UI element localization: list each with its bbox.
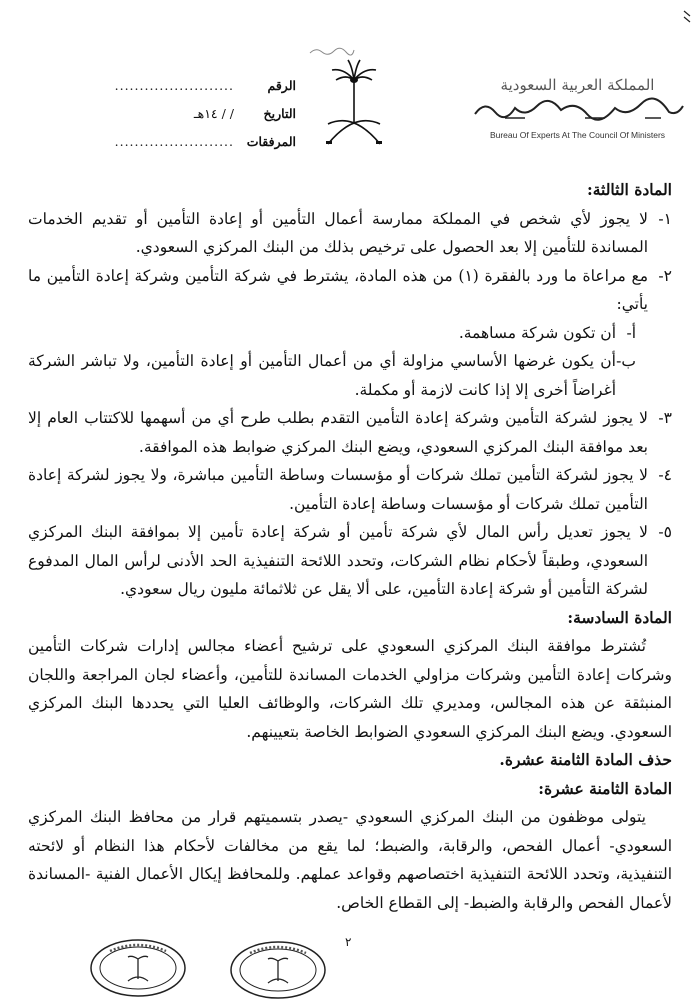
subitem-letter: ب- (616, 352, 636, 370)
item-text: لا يجوز لأي شخص في المملكة ممارسة أعمال التأمين أو إعادة التأمين أو تقديم الخدمات المساندة للتأمين إلا بعد الحصول على ترخيص بذلك من البنك المركزي السعودي. (28, 209, 648, 256)
subitem-text: أن يكون غرضها الأساسي مزاولة أي من أعمال التأمين أو إعادة التأمين، ولا تباشر الشركة أغراضاً أخرى إلا إذا كانت لازمة أو مكملة. (28, 352, 616, 399)
article-3-item-2 (28, 262, 672, 319)
article-3-item-5 (28, 518, 672, 604)
item-text: لا يجوز لشركة التأمين تملك شركات أو مؤسسات وساطة التأمين مباشرة، ولا يجوز لشركة إعادة التأمين تملك شركات أو مؤسسات وساطة إعادة التأمين. (28, 466, 648, 513)
reference-number-row (96, 78, 296, 106)
attachments-row (96, 134, 296, 162)
article-3-item-3 (28, 404, 672, 461)
attachments-value: ........................ (114, 134, 234, 149)
attachments-label: المرفقات (246, 134, 296, 149)
reference-number-label: الرقم (267, 78, 296, 93)
article-18-text: يتولى موظفون من البنك المركزي السعودي -يصدر بتسميتهم قرار من محافظ البنك المركزي السعودي- أعمال الفحص، والرقابة، والضبط؛ لما يقع من مخالفات لأحكام هذا النظام أو لائحته التنفيذية، وتحدد اللائحة التنفيذية اختصاصهم وقواعد عملهم. وللمحافظ إيكال الأعمال الفنية -المساندة لأعمال الفحص والرقابة والضبط- إلى القطاع الخاص. (28, 808, 672, 912)
item-text: لا يجوز لشركة التأمين وشركة إعادة التأمين التقدم بطلب طرح أي من أسهمها للاكتتاب العام إلا بعد موافقة البنك المركزي السعودي، ويضع البنك المركزي ضوابط هذه الموافقة. (28, 409, 648, 456)
organization-name-english: Bureau Of Experts At The Council Of Ministers (489, 130, 666, 140)
organization-block (465, 76, 690, 140)
item-number: ٣- (658, 409, 672, 427)
official-stamp-right-icon (228, 939, 328, 1001)
item-number: ٥- (658, 523, 672, 541)
item-number: ١- (658, 209, 672, 228)
item-number: ٤- (658, 466, 672, 484)
subitem-text: أن تكون شركة مساهمة. (458, 323, 616, 342)
article-6-title: المادة السادسة: (567, 607, 672, 627)
organization-name-arabic: المملكة العربية السعودية (500, 76, 655, 94)
calligraphy-logo-icon (465, 96, 690, 122)
article-6-text: تُشترط موافقة البنك المركزي السعودي على ترشيح أعضاء مجالس إدارات شركات التأمين وشركات إعادة التأمين وشركات مزاولي الخدمات المساندة للتأمين، وأعضاء لجان المراجعة واللجان المنبثقة عن هذه المجالس، ومديري تلك الشركات، والوظائف العليا التي يحددها البنك المركزي السعودي. ويضع البنك المركزي السعودي الضوابط الخاصة بتعيينهم. (28, 637, 672, 741)
article-3-item-1 (28, 205, 672, 262)
corner-mark-icon (682, 10, 692, 24)
date-row (96, 106, 296, 134)
article-3-title: المادة الثالثة: (587, 180, 672, 199)
letterhead (0, 0, 700, 175)
reference-number-value: ........................ (114, 78, 234, 93)
date-value: / / ١٤هـ (193, 106, 234, 121)
item-text: مع مراعاة ما ورد بالفقرة (١) من هذه المادة، يشترط في شركة التأمين وشركة إعادة التأمين ما يأتي: (28, 266, 649, 313)
article-18-title: المادة الثامنة عشرة: (538, 778, 672, 798)
article-3-subitem-a (28, 319, 672, 348)
page-footer (0, 935, 700, 1000)
date-label: التاريخ (263, 106, 296, 121)
palm-swords-emblem-icon (322, 52, 386, 152)
article-3-subitem-b (28, 347, 672, 404)
item-number: ٢- (658, 266, 672, 285)
subitem-letter: أ- (626, 323, 636, 342)
article-3-item-4 (28, 461, 672, 518)
official-stamp-left-icon (88, 937, 188, 999)
item-text: لا يجوز تعديل رأس المال لأي شركة تأمين أو شركة إعادة تأمين إلا بموافقة البنك المركزي السعودي، وطبقاً لأحكام نظام الشركات، وتحدد اللائحة التنفيذية الحد الأدنى لرأس المال المدفوع لشركة التأمين أو شركة إعادة التأمين، على ألا يقل عن ثلاثمائة مليون ريال سعودي. (28, 523, 648, 598)
document-body (28, 176, 672, 917)
reference-block (96, 78, 296, 162)
page-number: ٢ (345, 935, 352, 949)
deletion-note: حذف المادة الثامنة عشرة. (499, 750, 672, 769)
